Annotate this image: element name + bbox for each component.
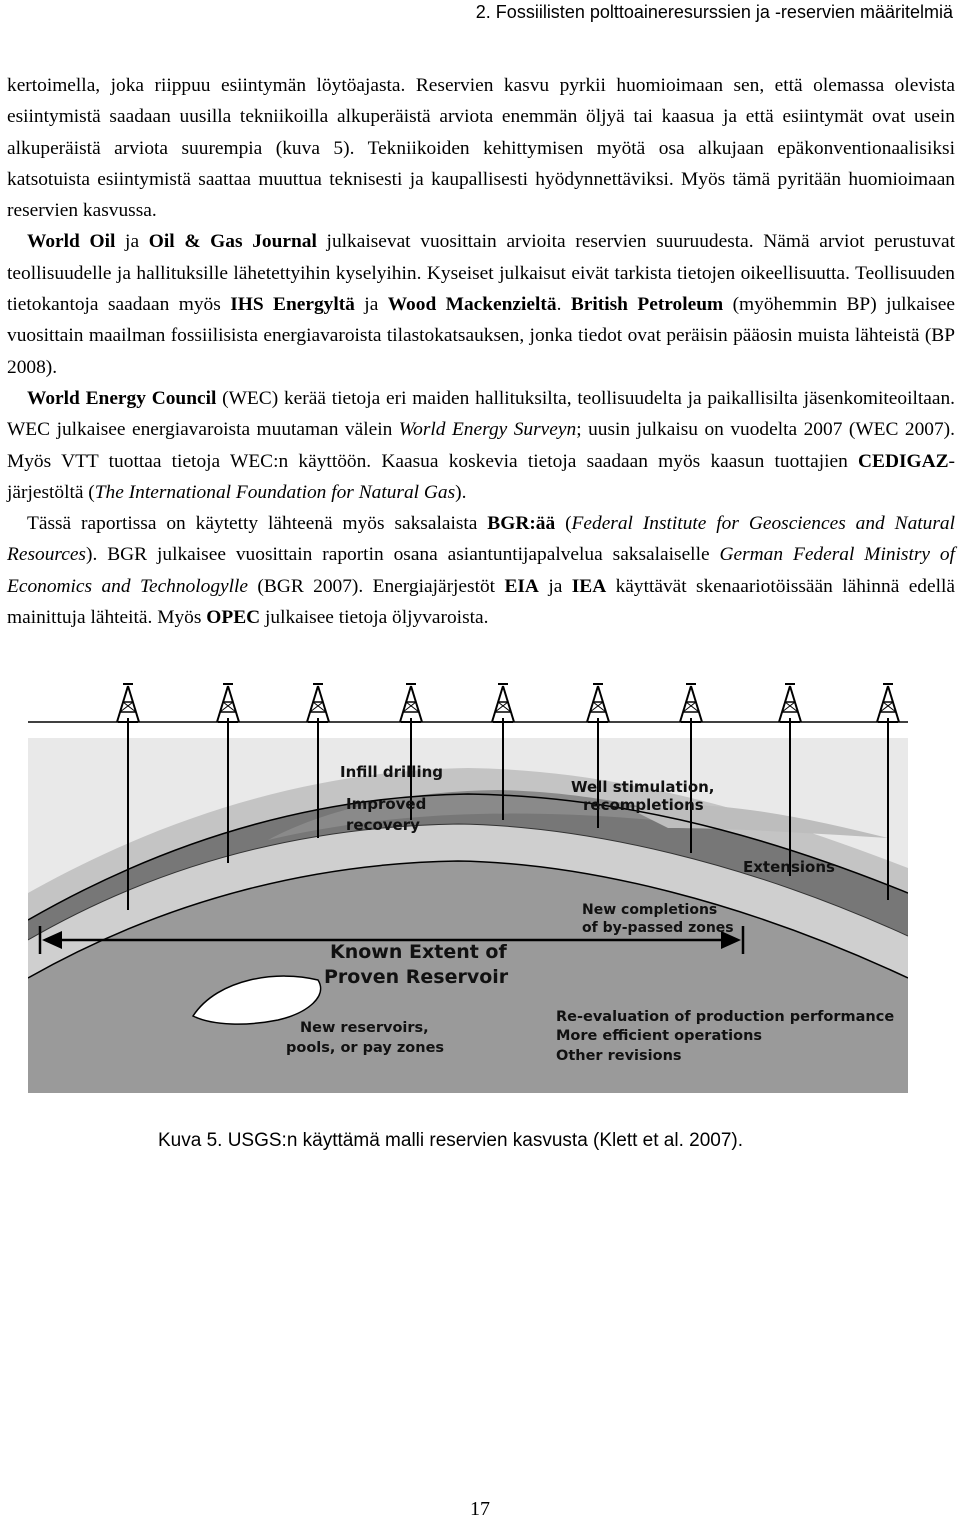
text-run: . [556, 294, 571, 316]
paragraph [7, 383, 955, 508]
bold-text: British Petroleum [570, 294, 724, 316]
text-run: ja [115, 231, 149, 253]
text-run: ). BGR julkaisee vuosittain raportin osana asiantuntijapalvelua saksalaiselle [85, 544, 720, 566]
italic-text: Federal Institute for Geosciences and Natural Resources [7, 513, 955, 566]
label-infill-drilling: Infill drilling [340, 763, 444, 781]
label-reevaluation-2: More efficient operations [556, 1028, 763, 1044]
bold-text: IEA [571, 575, 607, 597]
bold-text: CEDIGAZ [858, 450, 949, 472]
label-reevaluation-3: Other revisions [556, 1048, 682, 1064]
text-run: (myöhemmin BP) julkaisee vuosittain maailman fossiilisista energiavaroista tilastokatsauksen, jonka tiedot ovat peräisin pääosin muista lähteistä (BP 2008). [7, 294, 956, 378]
label-improved-recovery-1: Improved [346, 795, 427, 813]
body-text [7, 70, 955, 633]
bold-text: BGR:ää [487, 513, 556, 535]
text-run: Tässä raportissa on käytetty lähteenä myös saksalaista [27, 513, 488, 535]
paragraph [7, 508, 955, 633]
text-run: ja [354, 294, 388, 316]
label-reevaluation-1: Re-evaluation of production performance [556, 1009, 895, 1025]
figure-caption: Kuva 5. USGS:n käyttämä malli reservien kasvusta (Klett et al. 2007). [158, 1130, 744, 1151]
italic-text: German Federal Ministry of Economics and Technologylle [7, 544, 956, 597]
label-new-reservoirs-1: New reservoirs, [300, 1020, 429, 1036]
label-known-extent-1: Known Extent of [330, 941, 507, 963]
bold-text: Wood Mackenzieltä [387, 294, 557, 316]
text-run: ; uusin julkaisu on vuodelta 2007 (WEC 2007). Myös VTT tuottaa tietoja WEC:n käyttöön. Kaasua koskevia tietoja saadaan myös kaasun tuottajien [7, 419, 955, 472]
bold-text: EIA [504, 575, 539, 597]
text-run: (WEC) kerää tietoja eri maiden hallituksilta, teollisuudelta ja paikallisilta jäsenkomiteoiltaan. WEC julkaisee energiavaroista muutaman välein [7, 387, 955, 441]
text-run: ( [555, 513, 572, 535]
bold-text: World Energy Council [27, 387, 217, 409]
label-new-completions-2: of by-passed zones [582, 920, 734, 936]
paragraph [7, 226, 955, 382]
text-run: kertoimella, joka riippuu esiintymän löytöajasta. Reservien kasvu pyrkii huomioimaan sen, että olemassa olevista esiintymistä saadaan uusilla tekniikoilla alkuperäistä arviota enemmän öljyä tai kaasua ja että esiintymät ovat usein alkuperäistä arviota suurempia (kuva 5). Tekniikoiden kehittymisen myötä osa alkujaan epäkonventionaalisiksi katsotuista esiintymistä saattaa muuttua teknisesti ja kaupallisesti hyödynnettäviksi. Myös tämä pyritään huomioimaan reservien kasvussa. [7, 75, 955, 222]
bold-text: World Oil [27, 231, 116, 253]
label-extensions: Extensions [743, 858, 835, 876]
reserve-growth-diagram [28, 678, 908, 1093]
page-number: 17 [470, 1498, 490, 1520]
text-run: julkaisevat vuosittain arvioita reservien suuruudesta. Nämä arviot perustuvat teollisuudelle ja hallituksille lähetettyihin kyselyihin. Kyseiset julkaisut eivät tarkista tietojen oikeellisuutta. Teollisuuden tietokantoja saadaan myös [7, 231, 956, 316]
bold-text: IHS Energyltä [230, 294, 355, 316]
text-run: ja [538, 575, 572, 597]
text-run: käyttävät skenaariotöissään lähinnä edellä mainittuja lähteitä. Myös [7, 575, 955, 629]
label-improved-recovery-2: recovery [346, 816, 420, 834]
reserve-growth-figure [28, 678, 908, 1093]
text-run: -järjestöltä ( [7, 450, 955, 503]
label-new-completions-1: New completions [582, 902, 718, 918]
label-new-reservoirs-2: pools, or pay zones [286, 1040, 445, 1056]
text-run: ). [455, 481, 467, 503]
italic-text: The International Foundation for Natural Gas [94, 481, 456, 503]
italic-text: World Energy Surveyn [398, 419, 577, 441]
text-run: (BGR 2007). Energiajärjestöt [248, 575, 505, 597]
paragraph [7, 70, 955, 226]
label-known-extent-2: Proven Reservoir [324, 966, 509, 988]
bold-text: Oil & Gas Journal [148, 231, 317, 253]
text-run: julkaisee tietoja öljyvaroista. [260, 607, 489, 629]
label-well-stimulation-1: Well stimulation, [571, 778, 715, 796]
bold-text: OPEC [206, 607, 261, 629]
running-head: 2. Fossiilisten polttoaineresurssien ja -reservien määritelmiä [475, 2, 953, 22]
label-well-stimulation-2: recompletions [583, 796, 704, 814]
